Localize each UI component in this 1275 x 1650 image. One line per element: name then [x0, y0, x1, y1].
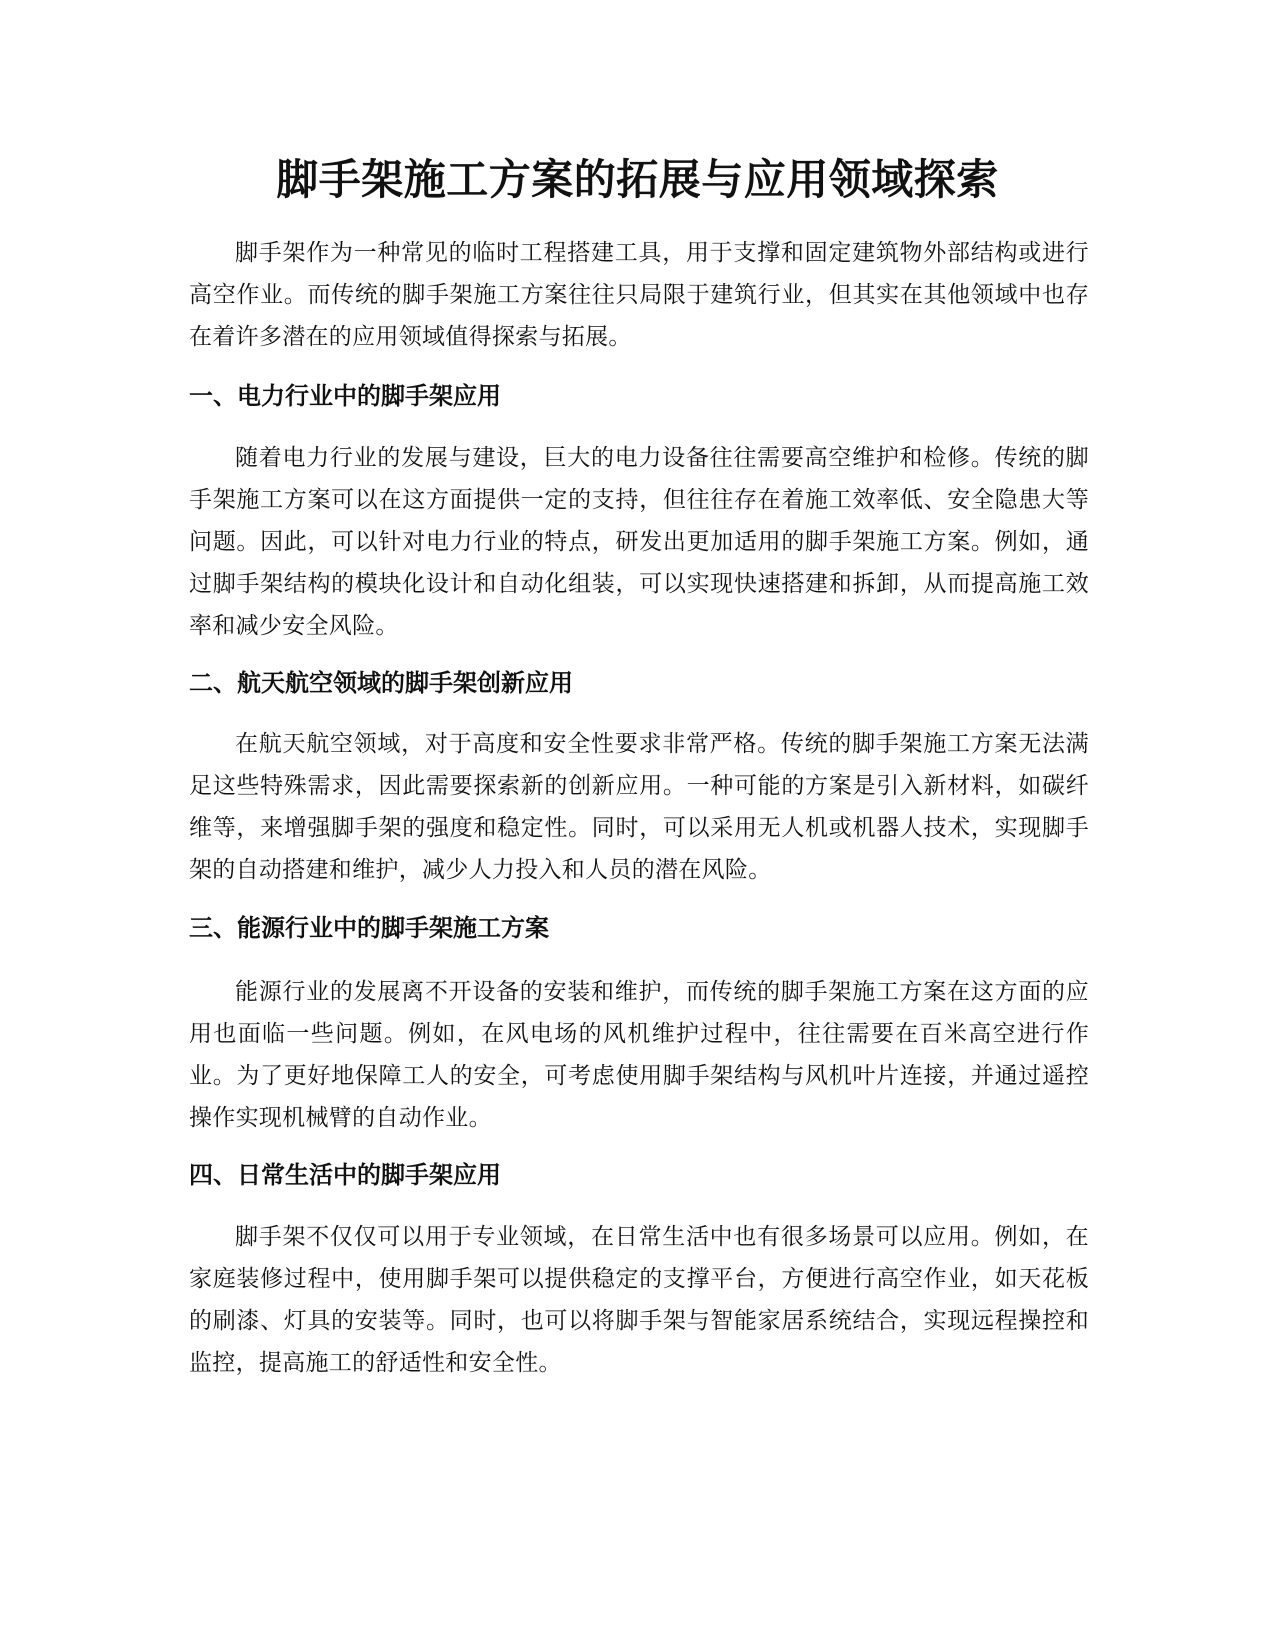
section-1-heading-block: [189, 376, 1089, 416]
intro-block: [189, 232, 1089, 358]
section-paragraph: 随着电力行业的发展与建设，巨大的电力设备往往需要高空维护和检修。传统的脚手架施工方案可以在这方面提供一定的支持，但往往存在着施工效率低、安全隐患大等问题。因此，可以针对电力行业的特点，研发出更加适用的脚手架施工方案。例如，通过脚手架结构的模块化设计和自动化组装，可以实现快速搭建和拆卸，从而提高施工效率和减少安全风险。: [189, 445, 1089, 639]
section-1-body-block: [189, 437, 1089, 647]
intro-paragraph: 脚手架作为一种常见的临时工程搭建工具，用于支撑和固定建筑物外部结构或进行高空作业。而传统的脚手架施工方案往往只局限于建筑行业，但其实在其他领域中也存在着许多潜在的应用领域值得探索与拓展。: [189, 240, 1089, 350]
section-4-heading-block: [189, 1155, 1089, 1195]
section-heading: 三、能源行业中的脚手架施工方案: [189, 914, 549, 942]
section-2-heading-block: [189, 663, 1089, 703]
section-2-body-block: [189, 723, 1089, 891]
section-paragraph: 脚手架不仅仅可以用于专业领域，在日常生活中也有很多场景可以应用。例如，在家庭装修过程中，使用脚手架可以提供稳定的支撑平台，方便进行高空作业，如天花板的刷漆、灯具的安装等。同时，也可以将脚手架与智能家居系统结合，实现远程操控和监控，提高施工的舒适性和安全性。: [189, 1224, 1089, 1376]
section-3-body-block: [189, 971, 1089, 1139]
section-heading: 二、航天航空领域的脚手架创新应用: [189, 669, 573, 697]
section-paragraph: 能源行业的发展离不开设备的安装和维护，而传统的脚手架施工方案在这方面的应用也面临一些问题。例如，在风电场的风机维护过程中，往往需要在百米高空进行作业。为了更好地保障工人的安全，可考虑使用脚手架结构与风机叶片连接，并通过遥控操作实现机械臂的自动作业。: [189, 979, 1089, 1131]
section-heading: 四、日常生活中的脚手架应用: [189, 1161, 501, 1189]
section-paragraph: 在航天航空领域，对于高度和安全性要求非常严格。传统的脚手架施工方案无法满足这些特殊需求，因此需要探索新的创新应用。一种可能的方案是引入新材料，如碳纤维等，来增强脚手架的强度和稳定性。同时，可以采用无人机或机器人技术，实现脚手架的自动搭建和维护，减少人力投入和人员的潜在风险。: [189, 731, 1089, 883]
document-title: 脚手架施工方案的拓展与应用领域探索: [276, 155, 999, 204]
section-3-heading-block: [189, 908, 1089, 948]
section-heading: 一、电力行业中的脚手架应用: [189, 382, 501, 410]
section-4-body-block: [189, 1216, 1089, 1384]
